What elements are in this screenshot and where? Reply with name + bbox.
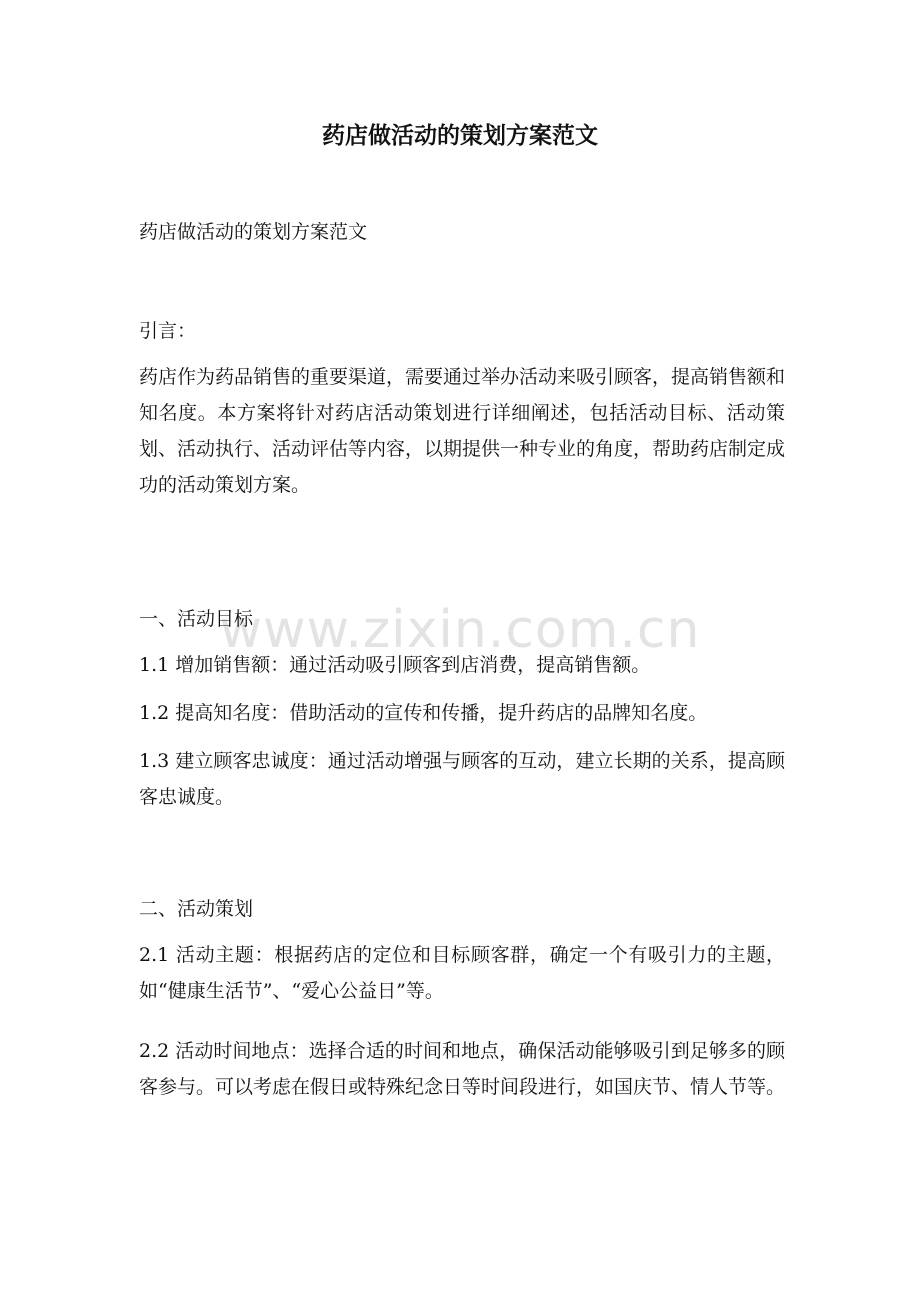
document-title: 药店做活动的策划方案范文 xyxy=(322,122,598,149)
section1-item: 1.2 提高知名度：借助活动的宣传和传播，提升药店的品牌知名度。 xyxy=(139,702,708,724)
section1-heading: 一、活动目标 xyxy=(139,608,254,630)
section1-item: 1.3 建立顾客忠诚度：通过活动增强与顾客的互动，建立长期的关系，提高顾客忠诚度。 xyxy=(139,750,785,808)
section1-item: 1.1 增加销售额：通过活动吸引顾客到店消费，提高销售额。 xyxy=(139,654,651,676)
section2-item: 2.2 活动时间地点：选择合适的时间和地点，确保活动能够吸引到足够多的顾客参与。可以考虑在假日或特殊纪念日等时间段进行，如国庆节、情人节等。 xyxy=(139,1040,786,1098)
intro-heading: 引言： xyxy=(139,320,197,342)
intro-paragraph: 药店作为药品销售的重要渠道，需要通过举办活动来吸引顾客，提高销售额和知名度。本方案将针对药店活动策划进行详细阐述，包括活动目标、活动策划、活动执行、活动评估等内容，以期提供一种专业的角度，帮助药店制定成功的活动策划方案。 xyxy=(139,366,786,496)
section2-item: 2.1 活动主题：根据药店的定位和目标顾客群，确定一个有吸引力的主题，如“健康生活节”、“爱心公益日”等。 xyxy=(139,944,785,1002)
section2-heading: 二、活动策划 xyxy=(139,898,254,920)
document-subtitle: 药店做活动的策划方案范文 xyxy=(139,221,368,243)
watermark: www.zixin.com.cn xyxy=(219,600,701,660)
